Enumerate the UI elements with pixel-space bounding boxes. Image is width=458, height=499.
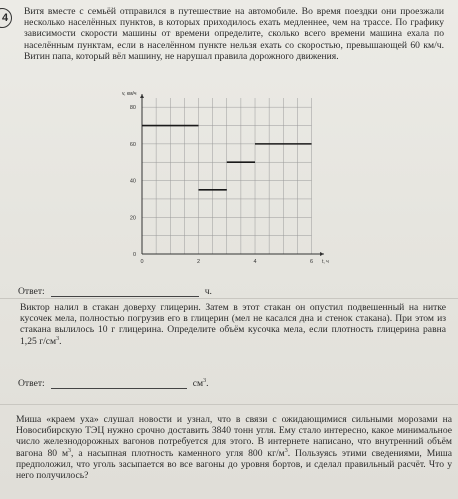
task3-text-a: Миша «краем уха» слушал новости и узнал, что в связи с ожидающимися сильными морозами на Новосибирскую ТЭЦ нужно срочно доставить 3840 тонн угля. Ему стало интересно, какое минимальное число железнодорожных вагонов потребуется для этого. В интернете написано, что внутренний объём вагона 80 м: [16, 414, 452, 459]
task2-answer-unit: [193, 378, 209, 389]
divider: [0, 298, 458, 299]
speed-time-chart: [110, 88, 334, 272]
task2-unit-end: .: [206, 378, 209, 389]
task3-sup-b: 3: [284, 447, 288, 454]
task2-unit-base: см: [192, 378, 204, 389]
x-axis-label: t, ч: [322, 259, 329, 265]
task2-answer-row: [18, 378, 208, 389]
x-tick-label: 6: [309, 259, 314, 265]
task1-answer-row: [18, 286, 212, 297]
task2-text: [20, 302, 446, 347]
x-tick-label: 2: [196, 259, 201, 265]
task3-text-b: , а насыпная плотность каменного угля 800 кг/м: [71, 447, 285, 459]
x-tick-label: 4: [253, 259, 257, 265]
task2-text-main: Виктор налил в стакан доверху глицерин. Затем в этот стакан он опустил подвешенный на нитке кусочек мела, полностью погрузив его в глицерин (мел не касался дна и стенок стакана). При этом из стакана вылилось 10 г глицерина. Определите объём кусочка мела, если плотность глицерина равна 1,25 г/см: [20, 302, 446, 347]
y-axis-label: v, км/ч: [122, 91, 137, 97]
chart-grid: [142, 98, 312, 254]
x-tick-label: 0: [140, 259, 144, 265]
y-axis-arrow: [140, 94, 144, 98]
task2-text-end: .: [59, 335, 62, 347]
task3-sup-a: 3: [68, 447, 72, 454]
y-tick-label: 60: [129, 141, 136, 148]
task1-answer-label: Ответ:: [18, 286, 45, 297]
task1-answer-field[interactable]: [51, 287, 199, 297]
y-tick-label: 20: [129, 215, 136, 222]
chart-axes: [140, 94, 324, 256]
task2-unit-sup: 3: [203, 377, 207, 384]
x-axis-arrow: [320, 252, 324, 256]
task2-answer-label: Ответ:: [18, 378, 45, 389]
task3-text: [16, 414, 452, 481]
task2-answer-field[interactable]: [51, 379, 187, 389]
task2-text-sup: 3: [56, 335, 60, 342]
y-tick-label: 0: [132, 252, 136, 258]
task1-text: Витя вместе с семьёй отправился в путешествие на автомобиле. Во время поездки они проезжали несколько населённых пунктов, в которых приходилось ехать медленнее, чем на трассе. По графику зависимости скорости машины от времени определите, сколько всего времени машина ехала по населённым пунктам, если в населённом пункте нельзя ехать со скоростью, превышающей 60 км/ч. Витин папа, который вёл машину, не нарушал правила дорожного движения.: [24, 6, 444, 62]
task3-text-c: . Пользуясь этими сведениями, Миша предположил, что уголь засыпается во все вагоны до уровня бортов, и сделал правильный расчёт. Что у него получилось?: [16, 447, 453, 482]
divider: [0, 404, 458, 405]
chart-ticks: [130, 105, 313, 265]
task1-answer-unit: ч.: [204, 286, 212, 297]
y-tick-label: 40: [129, 178, 136, 185]
task-number-badge: [0, 8, 12, 28]
task-number: 4: [1, 12, 9, 24]
y-tick-label: 80: [129, 105, 136, 112]
